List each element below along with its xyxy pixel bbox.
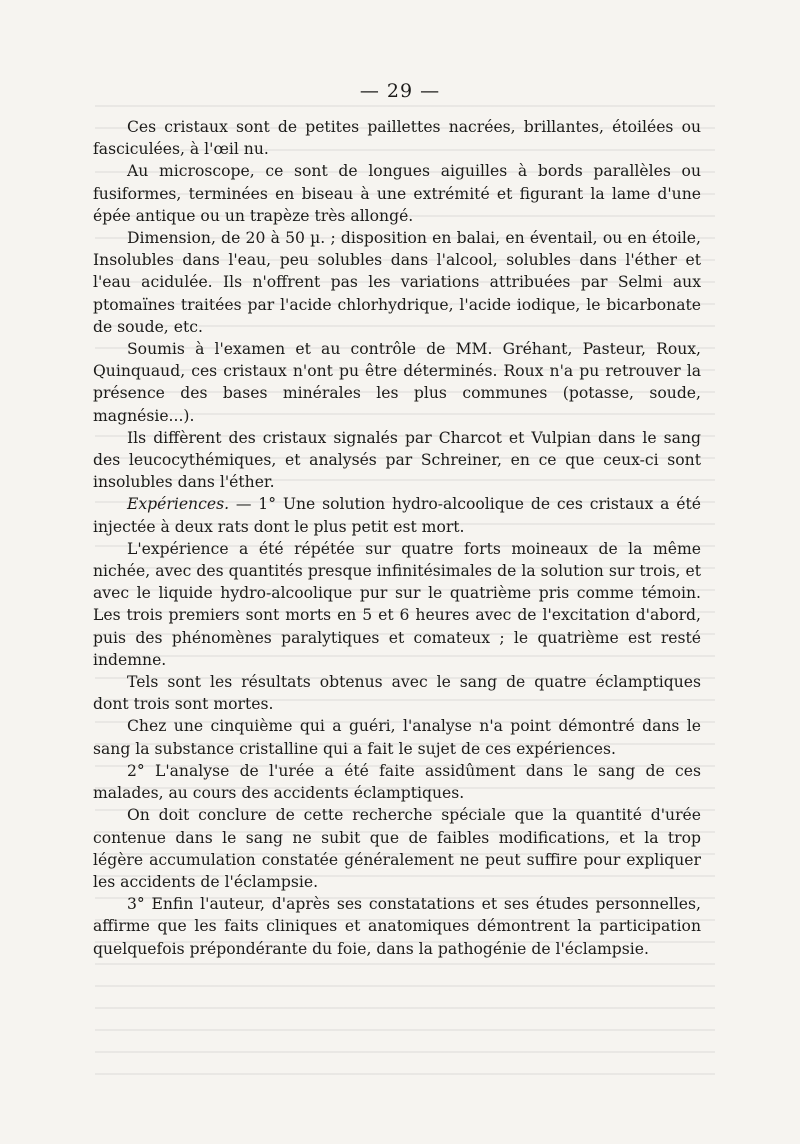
paragraph: Chez une cinquième qui a guéri, l'analyse n'a point démontré dans le sang la substance cristalline qui a fait le sujet de ces expériences. <box>93 717 701 758</box>
paragraph: Au microscope, ce sont de longues aiguilles à bords parallèles ou fusiformes, terminées en biseau à une extrémité et figurant la lame d'une épée antique ou un trapèze très allongé. <box>93 162 701 225</box>
paragraph: 3° Enfin l'auteur, d'après ses constatations et ses études personnelles, affirme que les faits cliniques et anatomiques démontrent la participation quelquefois prépondérante du foie, dans la pathogénie de l'éclampsie. <box>93 895 701 958</box>
paragraph: 2° L'analyse de l'urée a été faite assidûment dans le sang de ces malades, au cours des accidents éclamptiques. <box>93 761 701 803</box>
paragraph: Dimension, de 20 à 50 µ. ; disposition en balai, en éventail, ou en étoile, Insolubles dans l'eau, peu solubles dans l'alcool, solubles dans l'éther et l'eau acidulée. Ils n'offrent pas les variations attribuées par Selmi aux ptomaïnes traitées par l'acide chlorhydrique, l'acide iodique, le bicarbonate de soude, etc. <box>93 229 701 336</box>
experiences-label: Expériences. <box>127 495 230 514</box>
experiences-text: — 1° Une solution hydro-alcoolique de ces cristaux a été injectée à deux rats dont le plus petit est mort. <box>93 495 701 536</box>
page-number: — 29 — <box>359 80 441 102</box>
paragraph: Ils diffèrent des cristaux signalés par Charcot et Vulpian dans le sang des leucocythémiques, et analysés par Schreiner, en ce que ceux-ci sont insolubles dans l'éther. <box>93 428 701 492</box>
paragraph: Soumis à l'examen et au contrôle de MM. Gréhant, Pasteur, Roux, Quinquaud, ces cristaux n'ont pu être déterminés. Roux n'a pu retrouver la présence des bases minérales les plus communes (potasse, soude, magnésie...). <box>93 340 701 425</box>
paragraph: On doit conclure de cette recherche spéciale que la quantité d'urée contenue dans le sang ne subit que de faibles modifications, et la trop légère accumulation constatée généralement ne peut suffire pour expliquer les accidents de l'éclampsie. <box>93 806 701 891</box>
body-text <box>93 116 701 960</box>
paragraph: Ces cristaux sont de petites paillettes nacrées, brillantes, étoilées ou fasciculées, à l'œil nu. <box>93 118 701 159</box>
experiences-paragraph <box>93 493 701 537</box>
paragraph: Tels sont les résultats obtenus avec le sang de quatre éclamptiques dont trois sont mortes. <box>93 673 701 714</box>
paragraph: L'expérience a été répétée sur quatre forts moineaux de la même nichée, avec des quantités presque infinitésimales de la solution sur trois, et avec le liquide hydro-alcoolique pur sur le quatrième pris comme témoin. Les trois premiers sont morts en 5 et 6 heures avec de l'excitation d'abord, puis des phénomènes paralytiques et comateux ; le quatrième est resté indemne. <box>93 539 701 669</box>
